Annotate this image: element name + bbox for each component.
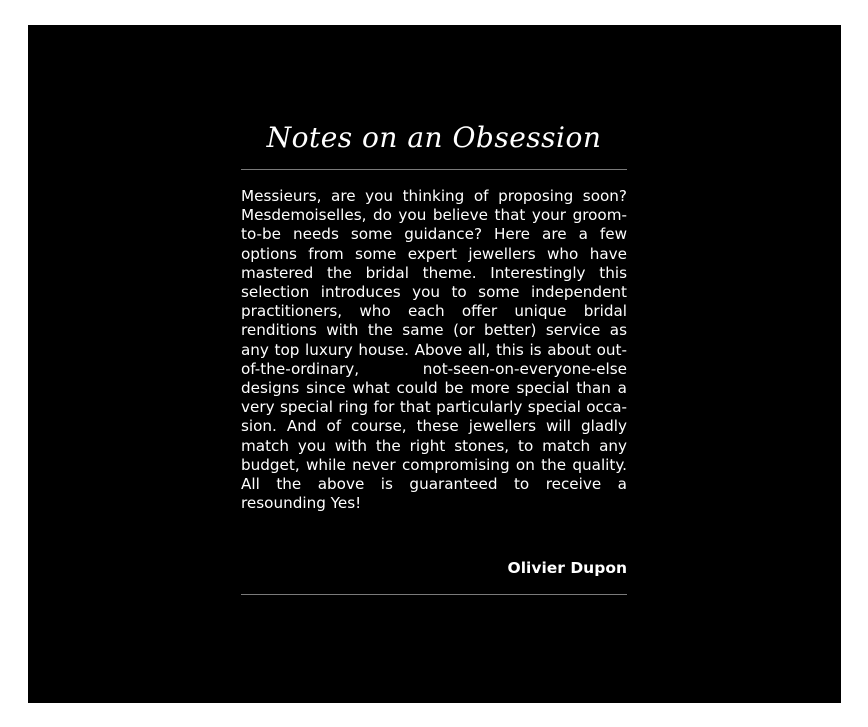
article-title: Notes on an Obsession	[266, 121, 602, 154]
bottom-divider	[241, 594, 627, 595]
author-name: Olivier Dupon	[507, 559, 627, 577]
article-body: Messieurs, are you thinking of proposing soon? Mesdemoiselles, do you believe that your groom-to-be needs some guidance? Here are a few options from some expert jewellers who have mastered the bridal theme. Interestingly this selection introduces you to some independent practitioners, who each offer unique bridal renditions with the same (or better) service as any top luxury house. Above all, this is about out-of-the-ordinary, not-seen-on-everyone-else designs since what could be more special than a very special ring for that particularly special occasion. And of course, these jewellers will gladly match you with the right stones, to match any budget, while never compromising on the quality. All the above is guaranteed to receive a resounding Yes!	[241, 187, 627, 513]
top-divider	[241, 169, 627, 170]
text-column	[241, 25, 627, 703]
black-page-panel	[28, 25, 841, 703]
